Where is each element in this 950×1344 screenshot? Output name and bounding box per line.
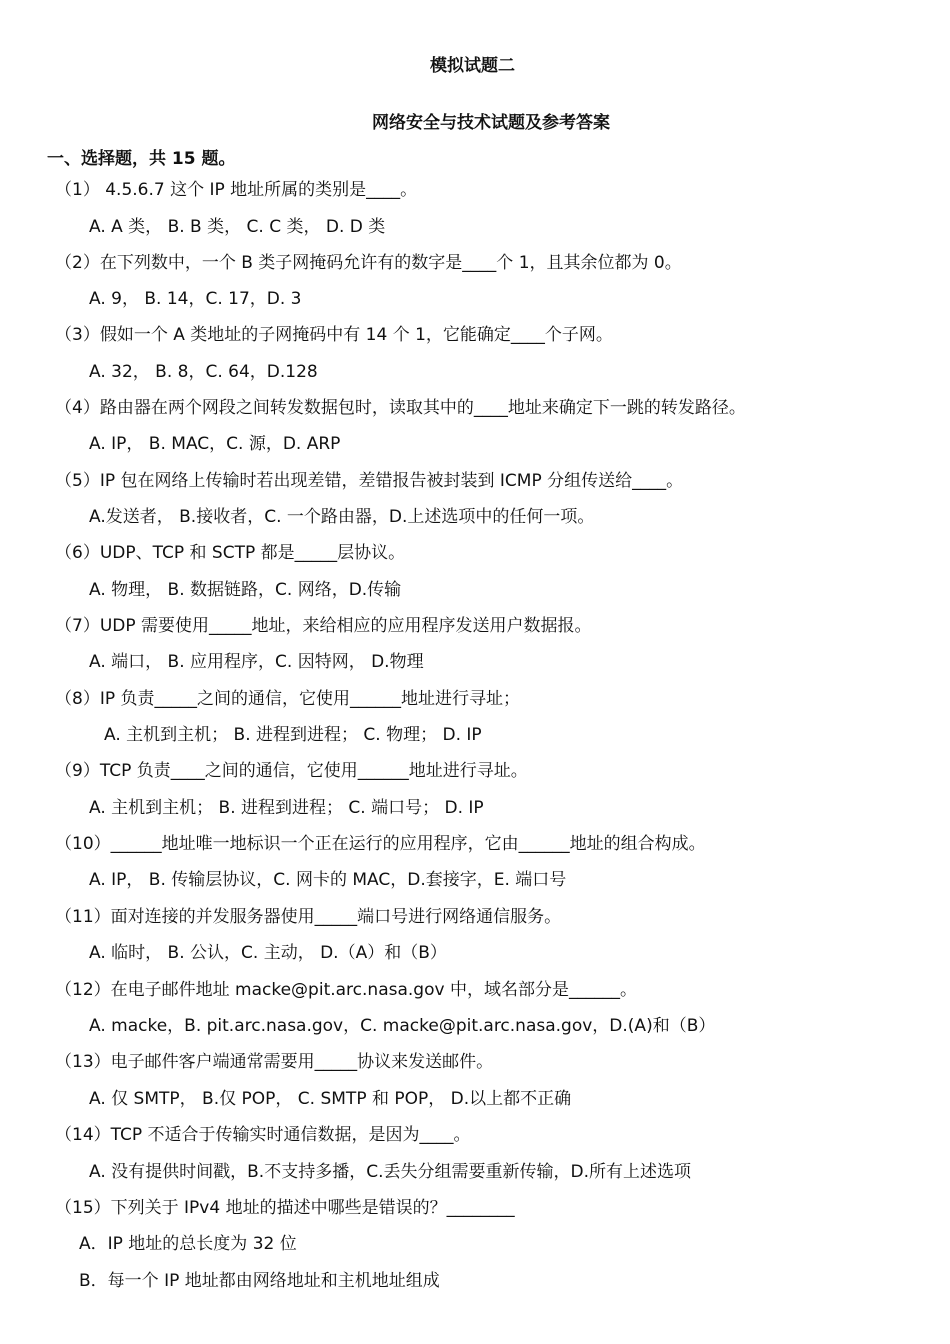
options-5: A.发送者， B.接收者，C. 一个路由器，D.上述选项中的任何一项。: [89, 507, 595, 527]
options-4: A. IP， B. MAC，C. 源，D. ARP: [89, 434, 341, 454]
question-3: （3）假如一个 A 类地址的子网掩码中有 14 个 1，它能确定____个子网。: [55, 325, 613, 345]
question-13: （13）电子邮件客户端通常需要用_____协议来发送邮件。: [55, 1052, 494, 1072]
options-7: A. 端口， B. 应用程序，C. 因特网， D.物理: [89, 652, 424, 672]
question-9: （9）TCP 负责____之间的通信，它使用______地址进行寻址。: [55, 761, 528, 781]
question-7: （7）UDP 需要使用_____地址，来给相应的应用程序发送用户数据报。: [55, 616, 592, 636]
options-6: A. 物理， B. 数据链路，C. 网络，D.传输: [89, 580, 402, 600]
options-15a: A．IP 地址的总长度为 32 位: [79, 1234, 297, 1254]
options-14: A. 没有提供时间戳，B.不支持多播，C.丢失分组需要重新传输，D.所有上述选项: [89, 1162, 691, 1182]
options-1: A. A 类， B. B 类， C. C 类， D. D 类: [89, 217, 386, 237]
document-title: 模拟试题二: [430, 56, 515, 76]
options-12: A. macke，B. pit.arc.nasa.gov，C. macke@pit.arc.nasa.gov，D.(A)和（B）: [89, 1016, 716, 1036]
question-2: （2）在下列数中，一个 B 类子网掩码允许有的数字是____个 1，且其余位都为 0。: [55, 253, 682, 273]
options-13: A. 仅 SMTP， B.仅 POP， C. SMTP 和 POP， D.以上都不正确: [89, 1089, 572, 1109]
options-8: A. 主机到主机； B. 进程到进程； C. 物理； D. IP: [104, 725, 482, 745]
options-15b: B．每一个 IP 地址都由网络地址和主机地址组成: [79, 1271, 440, 1291]
question-11: （11）面对连接的并发服务器使用_____端口号进行网络通信服务。: [55, 907, 562, 927]
question-8: （8）IP 负责_____之间的通信，它使用______地址进行寻址；: [55, 689, 520, 709]
options-10: A. IP， B. 传输层协议，C. 网卡的 MAC，D.套接字，E. 端口号: [89, 870, 567, 890]
question-15: （15）下列关于 IPv4 地址的描述中哪些是错误的？________: [55, 1198, 515, 1218]
section-heading: 一、选择题，共 15 题。: [47, 149, 236, 169]
document-subtitle: 网络安全与技术试题及参考答案: [372, 113, 610, 133]
question-5: （5）IP 包在网络上传输时若出现差错，差错报告被封装到 ICMP 分组传送给____。: [55, 471, 684, 491]
options-2: A. 9， B. 14，C. 17，D. 3: [89, 289, 302, 309]
question-4: （4）路由器在两个网段之间转发数据包时，读取其中的____地址来确定下一跳的转发路径。: [55, 398, 746, 418]
question-12: （12）在电子邮件地址 macke@pit.arc.nasa.gov 中，域名部分是______。: [55, 980, 637, 1000]
question-6: （6）UDP、TCP 和 SCTP 都是_____层协议。: [55, 543, 406, 563]
options-11: A. 临时， B. 公认，C. 主动， D.（A）和（B）: [89, 943, 447, 963]
question-14: （14）TCP 不适合于传输实时通信数据，是因为____。: [55, 1125, 471, 1145]
question-1: （1） 4.5.6.7 这个 IP 地址所属的类别是____。: [55, 180, 418, 200]
options-9: A. 主机到主机； B. 进程到进程； C. 端口号； D. IP: [89, 798, 484, 818]
options-3: A. 32， B. 8，C. 64，D.128: [89, 362, 318, 382]
question-10: （10）______地址唯一地标识一个正在运行的应用程序，它由______地址的组合构成。: [55, 834, 706, 854]
